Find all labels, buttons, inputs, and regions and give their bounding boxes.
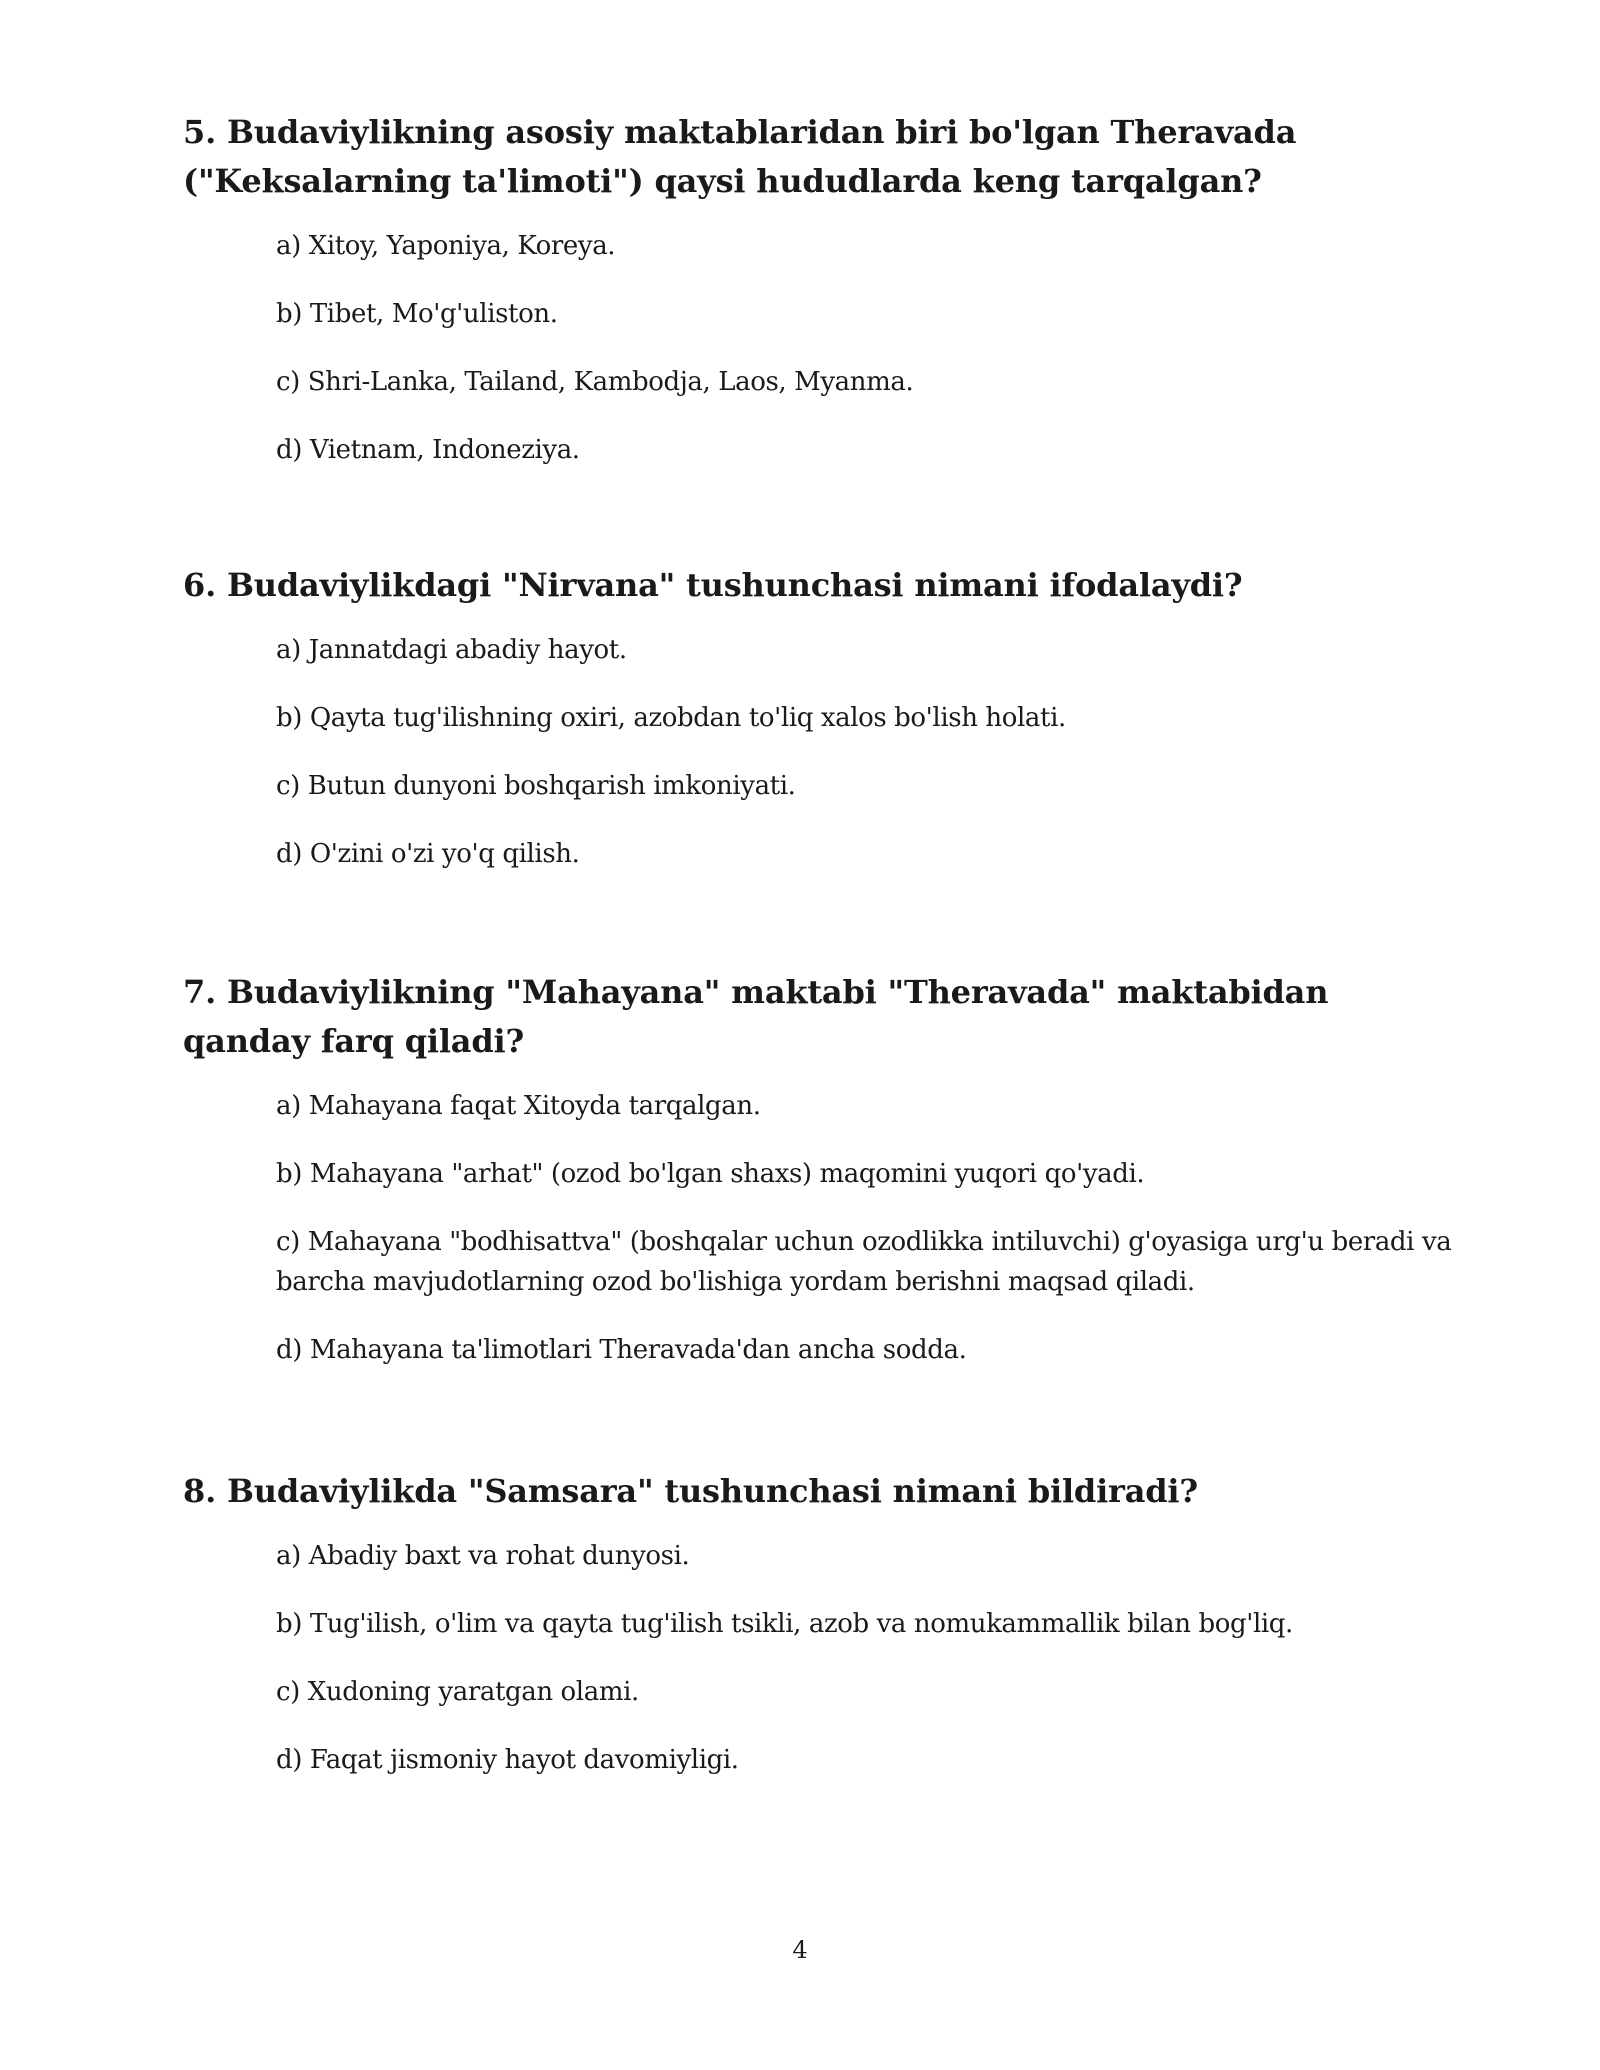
option-c: c) Xudoning yaratgan olami. (276, 1677, 639, 1707)
option-a: a) Jannatdagi abadiy hayot. (276, 635, 627, 665)
option-b: b) Mahayana "arhat" (ozod bo'lgan shaxs) maqomini yuqori qo'yadi. (276, 1159, 1145, 1189)
options-list (183, 1536, 1453, 1780)
option-a: a) Xitoy, Yaponiya, Koreya. (276, 231, 616, 261)
question-8 (183, 1467, 1453, 1780)
question-title: 6. Budaviylikdagi "Nirvana" tushunchasi nimani ifodalaydi? (183, 566, 1243, 604)
question-title: 5. Budaviylikning asosiy maktablaridan biri bo'lgan Theravada ("Keksalarning ta'limoti") qaysi hududlarda keng tarqalgan? (183, 113, 1297, 200)
options-list (183, 226, 1453, 470)
options-list (183, 630, 1453, 874)
question-6 (183, 561, 1453, 874)
question-title: 8. Budaviylikda "Samsara" tushunchasi nimani bildiradi? (183, 1472, 1198, 1510)
option-d: d) Faqat jismoniy hayot davomiyligi. (276, 1745, 739, 1775)
question-5 (183, 108, 1453, 470)
option-b: b) Qayta tug'ilishning oxiri, azobdan to'liq xalos bo'lish holati. (276, 703, 1066, 733)
option-c: c) Mahayana "bodhisattva" (boshqalar uchun ozodlikka intiluvchi) g'oyasiga urg'u beradi va barcha mavjudotlarning ozod bo'lishiga yordam berishni maqsad qiladi. (276, 1227, 1452, 1297)
option-c: c) Shri-Lanka, Tailand, Kambodja, Laos, Myanma. (276, 367, 914, 397)
option-a: a) Abadiy baxt va rohat dunyosi. (276, 1541, 690, 1571)
question-title: 7. Budaviylikning "Mahayana" maktabi "Theravada" maktabidan qanday farq qiladi? (183, 973, 1329, 1060)
option-d: d) Mahayana ta'limotlari Theravada'dan ancha sodda. (276, 1335, 967, 1365)
page-number: 4 (792, 1936, 808, 1964)
question-7 (183, 968, 1453, 1370)
options-list (183, 1086, 1453, 1370)
option-d: d) Vietnam, Indoneziya. (276, 435, 580, 465)
option-b: b) Tug'ilish, o'lim va qayta tug'ilish tsikli, azob va nomukammallik bilan bog'liq. (276, 1609, 1293, 1639)
option-a: a) Mahayana faqat Xitoyda tarqalgan. (276, 1091, 761, 1121)
option-c: c) Butun dunyoni boshqarish imkoniyati. (276, 771, 796, 801)
option-b: b) Tibet, Mo'g'uliston. (276, 299, 558, 329)
option-d: d) O'zini o'zi yo'q qilish. (276, 839, 580, 869)
